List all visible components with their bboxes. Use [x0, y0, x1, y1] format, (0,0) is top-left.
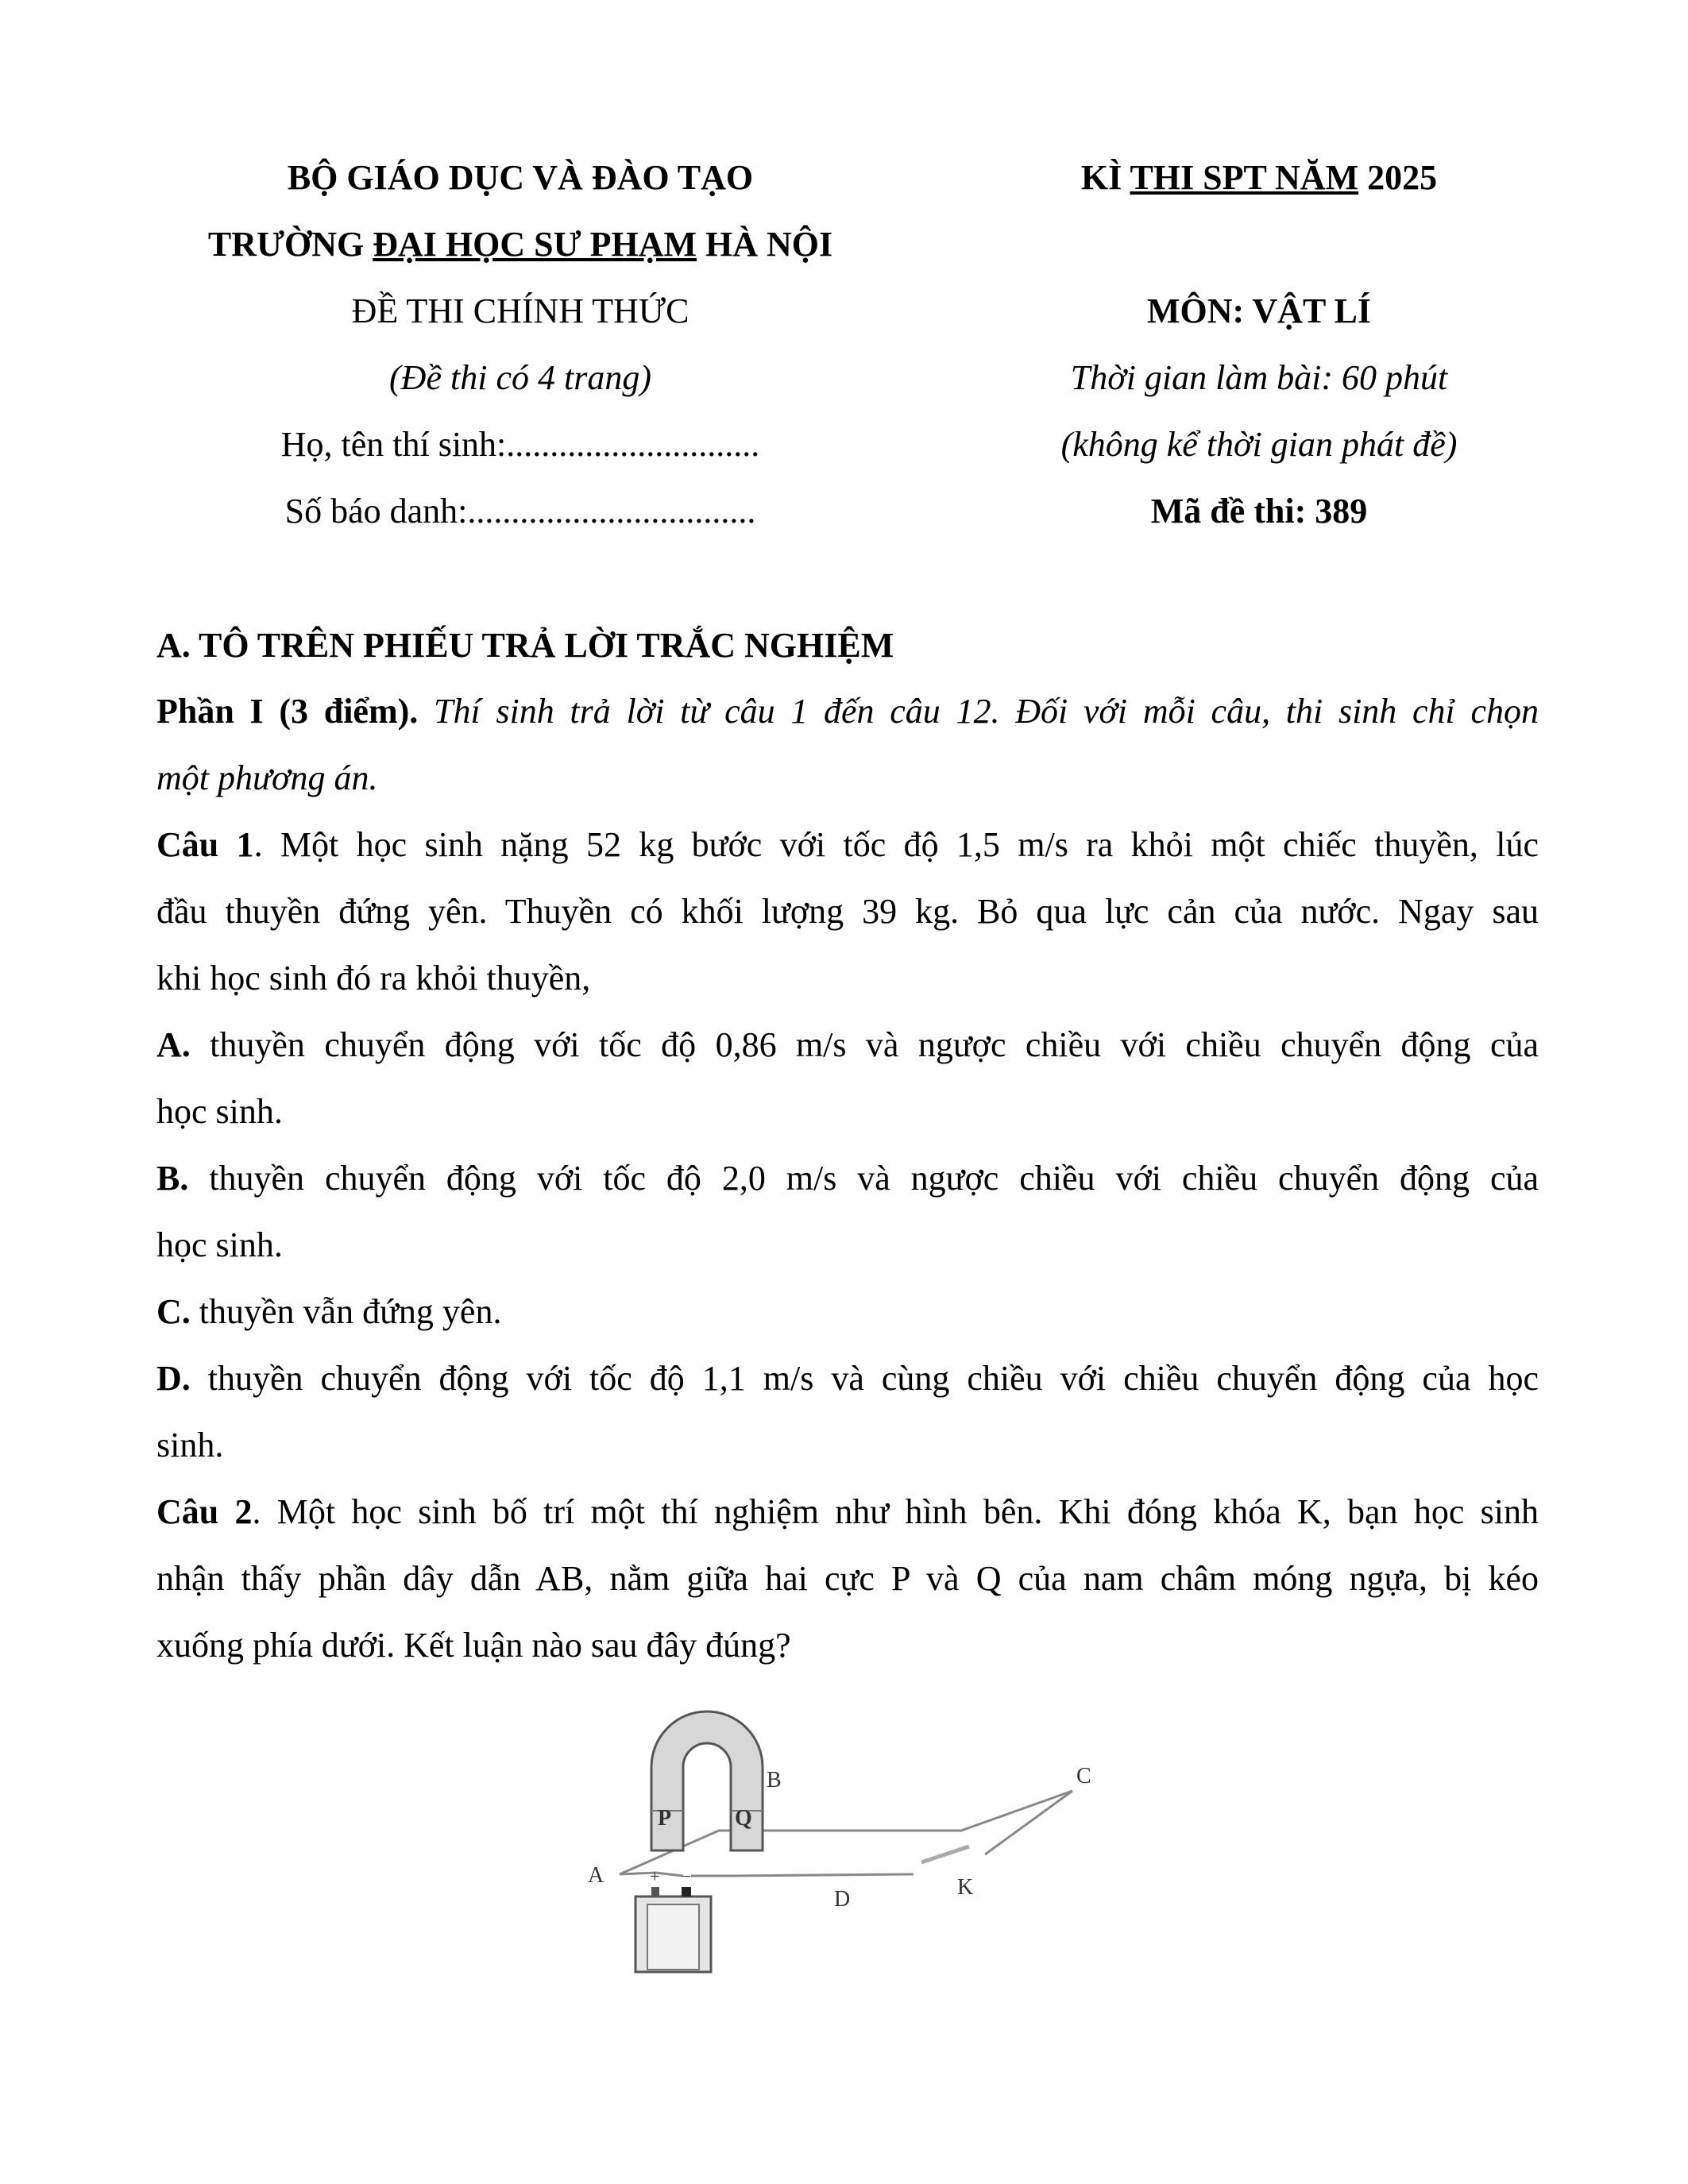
duration-note: (không kể thời gian phát đề)	[1060, 425, 1458, 464]
question-2-label: Câu 2	[156, 1492, 253, 1531]
option-a-key: A.	[156, 1025, 191, 1064]
question-2-line-2: nhận thấy phần dây dẫn AB, nằm giữa hai cực P và Q của nam châm móng ngựa, bị kéo	[156, 1559, 1539, 1598]
option-c-line-1	[156, 1291, 1539, 1333]
option-b-line-1	[156, 1158, 1539, 1199]
wire-cd	[985, 1791, 1072, 1854]
switch-k	[921, 1846, 969, 1862]
question-1-line-1	[156, 824, 1539, 866]
option-c-key: C.	[156, 1292, 191, 1331]
battery-terminal-plus	[651, 1887, 659, 1897]
part-instruction-line-1	[156, 691, 1539, 732]
option-d-line-2: sinh.	[156, 1426, 224, 1464]
question-2-text: . Một học sinh bố trí một thí nghiệm như hình bên. Khi đóng khóa K, bạn học sinh	[252, 1492, 1539, 1531]
school-underlined: ĐẠI HỌC SƯ PHẠM	[373, 225, 697, 264]
question-1-text: . Một học sinh nặng 52 kg bước với tốc độ 1,5 m/s ra khỏi một chiếc thuyền, lúc	[253, 825, 1539, 864]
option-b-text: thuyền chuyển động với tốc độ 2,0 m/s và ngược chiều với chiều chuyển động của	[188, 1159, 1539, 1198]
experiment-diagram	[572, 1692, 1112, 1985]
school-name	[155, 224, 886, 264]
battery-front	[647, 1904, 699, 1970]
battery-terminal-minus	[682, 1887, 691, 1897]
candidate-name-field: Họ, tên thí sinh:.............................	[280, 425, 760, 464]
exam-underlined: THI SPT NĂM	[1130, 158, 1359, 197]
label-plus: +	[650, 1866, 660, 1886]
option-a-line-2: học sinh.	[156, 1092, 283, 1131]
question-1-line-2: đầu thuyền đứng yên. Thuyền có khối lượng 39 kg. Bỏ qua lực cản của nước. Ngay sau	[156, 892, 1539, 931]
pages-note: (Đề thi có 4 trang)	[389, 358, 651, 397]
label-k: K	[957, 1875, 974, 1900]
candidate-id-field: Số báo danh:.................................	[284, 492, 756, 531]
label-p: P	[658, 1806, 672, 1831]
option-a-text: thuyền chuyển động với tốc độ 0,86 m/s và ngược chiều với chiều chuyển động của	[190, 1025, 1539, 1064]
wire-da	[691, 1874, 914, 1876]
exam-suffix: 2025	[1358, 158, 1438, 197]
option-c-text: thuyền vẫn đứng yên.	[190, 1292, 502, 1331]
question-2-line-3: xuống phía dưới. Kết luận nào sau đây đúng?	[156, 1626, 791, 1665]
subject: MÔN: VẬT LÍ	[1147, 291, 1371, 330]
question-2-line-1	[156, 1491, 1539, 1533]
official-exam-label: ĐỀ THI CHÍNH THỨC	[351, 291, 689, 330]
question-1-label: Câu 1	[156, 825, 254, 864]
label-minus: −	[682, 1866, 692, 1886]
label-c: C	[1076, 1764, 1091, 1788]
ministry-name: BỘ GIÁO DỤC VÀ ĐÀO TẠO	[287, 158, 754, 197]
option-d-text: thuyền chuyển động với tốc độ 1,1 m/s và cùng chiều với chiều chuyển động của học	[190, 1359, 1539, 1398]
exam-code: Mã đề thi: 389	[1150, 492, 1368, 531]
part-label: Phần I (3 điểm).	[156, 692, 419, 731]
label-b: B	[767, 1768, 782, 1792]
label-a: A	[588, 1863, 605, 1888]
experiment-figure	[572, 1692, 1112, 1985]
label-q: Q	[735, 1806, 752, 1831]
section-title: A. TÔ TRÊN PHIẾU TRẢ LỜI TRẮC NGHIỆM	[156, 626, 894, 665]
part-instruction-text: Thí sinh trả lời từ câu 1 đến câu 12. Đối với mỗi câu, thi sinh chỉ chọn	[418, 692, 1539, 731]
exam-title	[949, 157, 1569, 198]
option-d-key: D.	[156, 1359, 191, 1398]
option-d-line-1	[156, 1358, 1539, 1399]
school-suffix: HÀ NỘI	[697, 225, 833, 264]
option-a-line-1	[156, 1024, 1539, 1066]
option-b-line-2: học sinh.	[156, 1225, 283, 1264]
school-prefix: TRƯỜNG	[207, 225, 373, 264]
part-instruction-line-2: một phương án.	[156, 758, 378, 797]
label-d: D	[834, 1887, 851, 1912]
exam-prefix: KÌ	[1080, 158, 1130, 197]
option-b-key: B.	[156, 1159, 189, 1198]
duration: Thời gian làm bài: 60 phút	[1070, 358, 1448, 397]
wire-ab-bc	[620, 1791, 1072, 1874]
question-1-line-3: khi học sinh đó ra khỏi thuyền,	[156, 959, 591, 997]
